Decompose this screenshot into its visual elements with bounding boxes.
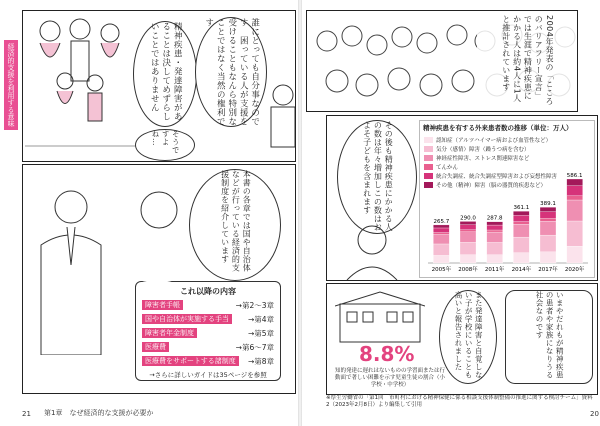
speech-bubble-school: また発達障害と自覚しない子が学校にいることも高いと報告されました [439, 290, 497, 384]
chart-bar-segment [433, 244, 449, 255]
chart-bar-segment [540, 221, 556, 235]
legend-label: 神経症性障害、ストレス関連障害など [436, 156, 530, 162]
speech-bubble-chart: その後も精神疾患にかかる人の数は年々増加しこの数はおよそ子どもを含まれます [337, 120, 417, 234]
chart-bar-segment [567, 196, 583, 200]
chart-bar-segment [567, 246, 583, 263]
contents-box [135, 281, 281, 381]
chart-bar-segment [460, 232, 476, 242]
family-illustration [25, 11, 135, 159]
speech-bubble-2: 誰にとっても自分事なのです 困っている人が支援を受けることもなんら特別なことではなく当然の権利です [195, 17, 267, 127]
chart-bar-segment [487, 255, 503, 263]
chart-bar [513, 211, 529, 263]
left-page [0, 0, 298, 426]
legend-label: その他（精神）障害（脳の器質的疾患など） [436, 183, 547, 189]
chart-bar-segment [513, 211, 529, 215]
chart-bar-segment [433, 228, 449, 233]
right-page-number: 20 [590, 410, 599, 418]
contents-note: →さらに詳しいガイドは35ページを参照 [149, 371, 267, 379]
statistic-value: 8.8% [359, 342, 415, 366]
chart-bar-segment [460, 221, 476, 224]
panel-stat [326, 283, 598, 395]
chart-bar-segment [460, 242, 476, 254]
chart-value-label: 361.1 [513, 205, 530, 212]
chart-bar-segment [487, 225, 503, 230]
chart-frame [419, 120, 595, 278]
chart-category-label: 2011年 [484, 267, 505, 273]
chart-bar [460, 221, 476, 263]
chart-bar-segment [540, 252, 556, 263]
chart-bar-segment [567, 186, 583, 196]
bar-chart [420, 125, 592, 275]
chart-category-label: 2020年 [564, 267, 585, 273]
contents-row: 障害者手帳 →第2〜3章 [142, 300, 274, 311]
chart-bar-segment [487, 242, 503, 254]
legend-label: 気分（感情）障害（躁うつ病を含む） [436, 147, 530, 153]
presenter-illustration [31, 185, 111, 355]
speech-bubble-family: いまやだれもが精神疾患の患者や家族になりうる社会なのです [505, 290, 593, 384]
chart-category-label: 2008年 [458, 267, 478, 273]
contents-row: 医療費をサポートする諸制度 →第8章 [142, 356, 274, 367]
left-running-head: 第1章 なぜ経済的な支援が必要か [44, 409, 154, 417]
chart-bar-segment [433, 225, 449, 228]
legend-label: てんかん [436, 165, 459, 171]
chart-bar-segment [487, 222, 503, 225]
crowd-caption: 2004年発表の「こころのバリアフリー宣言」では生涯で精神疾患にかかる人は約4人に1人と推計されています [501, 15, 554, 106]
chart-category-label: 2014年 [511, 267, 532, 273]
chart-bar [433, 225, 449, 263]
statistic-note: 知的発達に遅れはないものの学習面または行動面で著しい困難を示す児童生徒の割合（小学校・中学校） [335, 368, 446, 389]
speech-bubble-3: そうですよね… [135, 129, 195, 161]
chart-bar-segment [567, 221, 583, 246]
chart-bar-segment [513, 253, 529, 263]
chart-bar-segment [487, 232, 503, 242]
panel-chart [326, 115, 598, 281]
doctor-pointing-illustration [337, 220, 407, 280]
speaker-face [131, 185, 186, 235]
chart-value-label: 265.7 [433, 218, 450, 225]
panel-crowd [306, 10, 578, 112]
chart-bar-segment [567, 179, 583, 186]
chart-category-label: 2017年 [538, 267, 558, 273]
contents-title: これ以降の内容 [180, 287, 236, 296]
chart-bar-segment [540, 235, 556, 252]
panel-guide [22, 164, 296, 394]
chart-bar [540, 207, 556, 263]
chart-bar-segment [567, 200, 583, 221]
contents-row: 医療費 →第6〜7章 [142, 342, 274, 353]
contents-row: 国や自治体が実施する手当 →第4章 [142, 314, 274, 325]
legend-label: 統合失調症、統合失調症型障害および妄想性障害 [436, 174, 558, 180]
chart-value-label: 287.8 [486, 215, 503, 222]
speech-bubble-closing [123, 243, 191, 283]
chart-category-label: 2005年 [431, 267, 452, 273]
chart-bar [487, 222, 503, 263]
chart-title: 精神疾患を有する外来患者数の推移（単位：万人） [423, 124, 573, 132]
source-note: ※厚生労働省の「第1回 市町村における精神保健に係る相談支援体制整備の推進に関する検討チーム」資料2（2023年2月8日）より編集して引用 [326, 395, 593, 409]
contents-row: 障害者年金制度 →第5章 [142, 328, 274, 339]
chart-bar [567, 179, 583, 263]
left-page-number: 21 [22, 410, 31, 418]
chart-bar-segment [460, 225, 476, 230]
chart-bar-segment [460, 230, 476, 232]
chart-bar-segment [433, 255, 449, 263]
chapter-side-tab: 経済的支援を利用する意味 [4, 40, 18, 130]
chart-bar-segment [540, 218, 556, 221]
panel-family [22, 10, 296, 162]
chart-bar-segment [433, 233, 449, 235]
chart-bar-segment [513, 237, 529, 253]
chart-bar-segment [513, 215, 529, 221]
speech-bubble-1: 精神疾患・発達障害があることは決してめずらしいことではありません [133, 21, 197, 127]
building-illustration [335, 290, 425, 346]
legend-label: 認知症（アルツハイマー病および血管性など） [436, 138, 552, 144]
chart-bar-segment [513, 222, 529, 225]
speech-bubble-guide: 本書の各章では国や自治体などが行っている経済的支援制度を紹介しています [189, 169, 281, 281]
chart-value-label: 389.1 [540, 201, 556, 208]
chart-bar-segment [487, 230, 503, 232]
doctor-illustration [263, 81, 296, 151]
chart-value-label: 290.0 [460, 215, 476, 222]
chart-bar-segment [540, 212, 556, 219]
chart-bar-segment [433, 234, 449, 244]
chart-bar-segment [513, 224, 529, 237]
chart-value-label: 586.1 [566, 172, 583, 179]
right-page [302, 0, 600, 426]
chart-bar-segment [540, 207, 556, 211]
chart-bar-segment [460, 255, 476, 263]
